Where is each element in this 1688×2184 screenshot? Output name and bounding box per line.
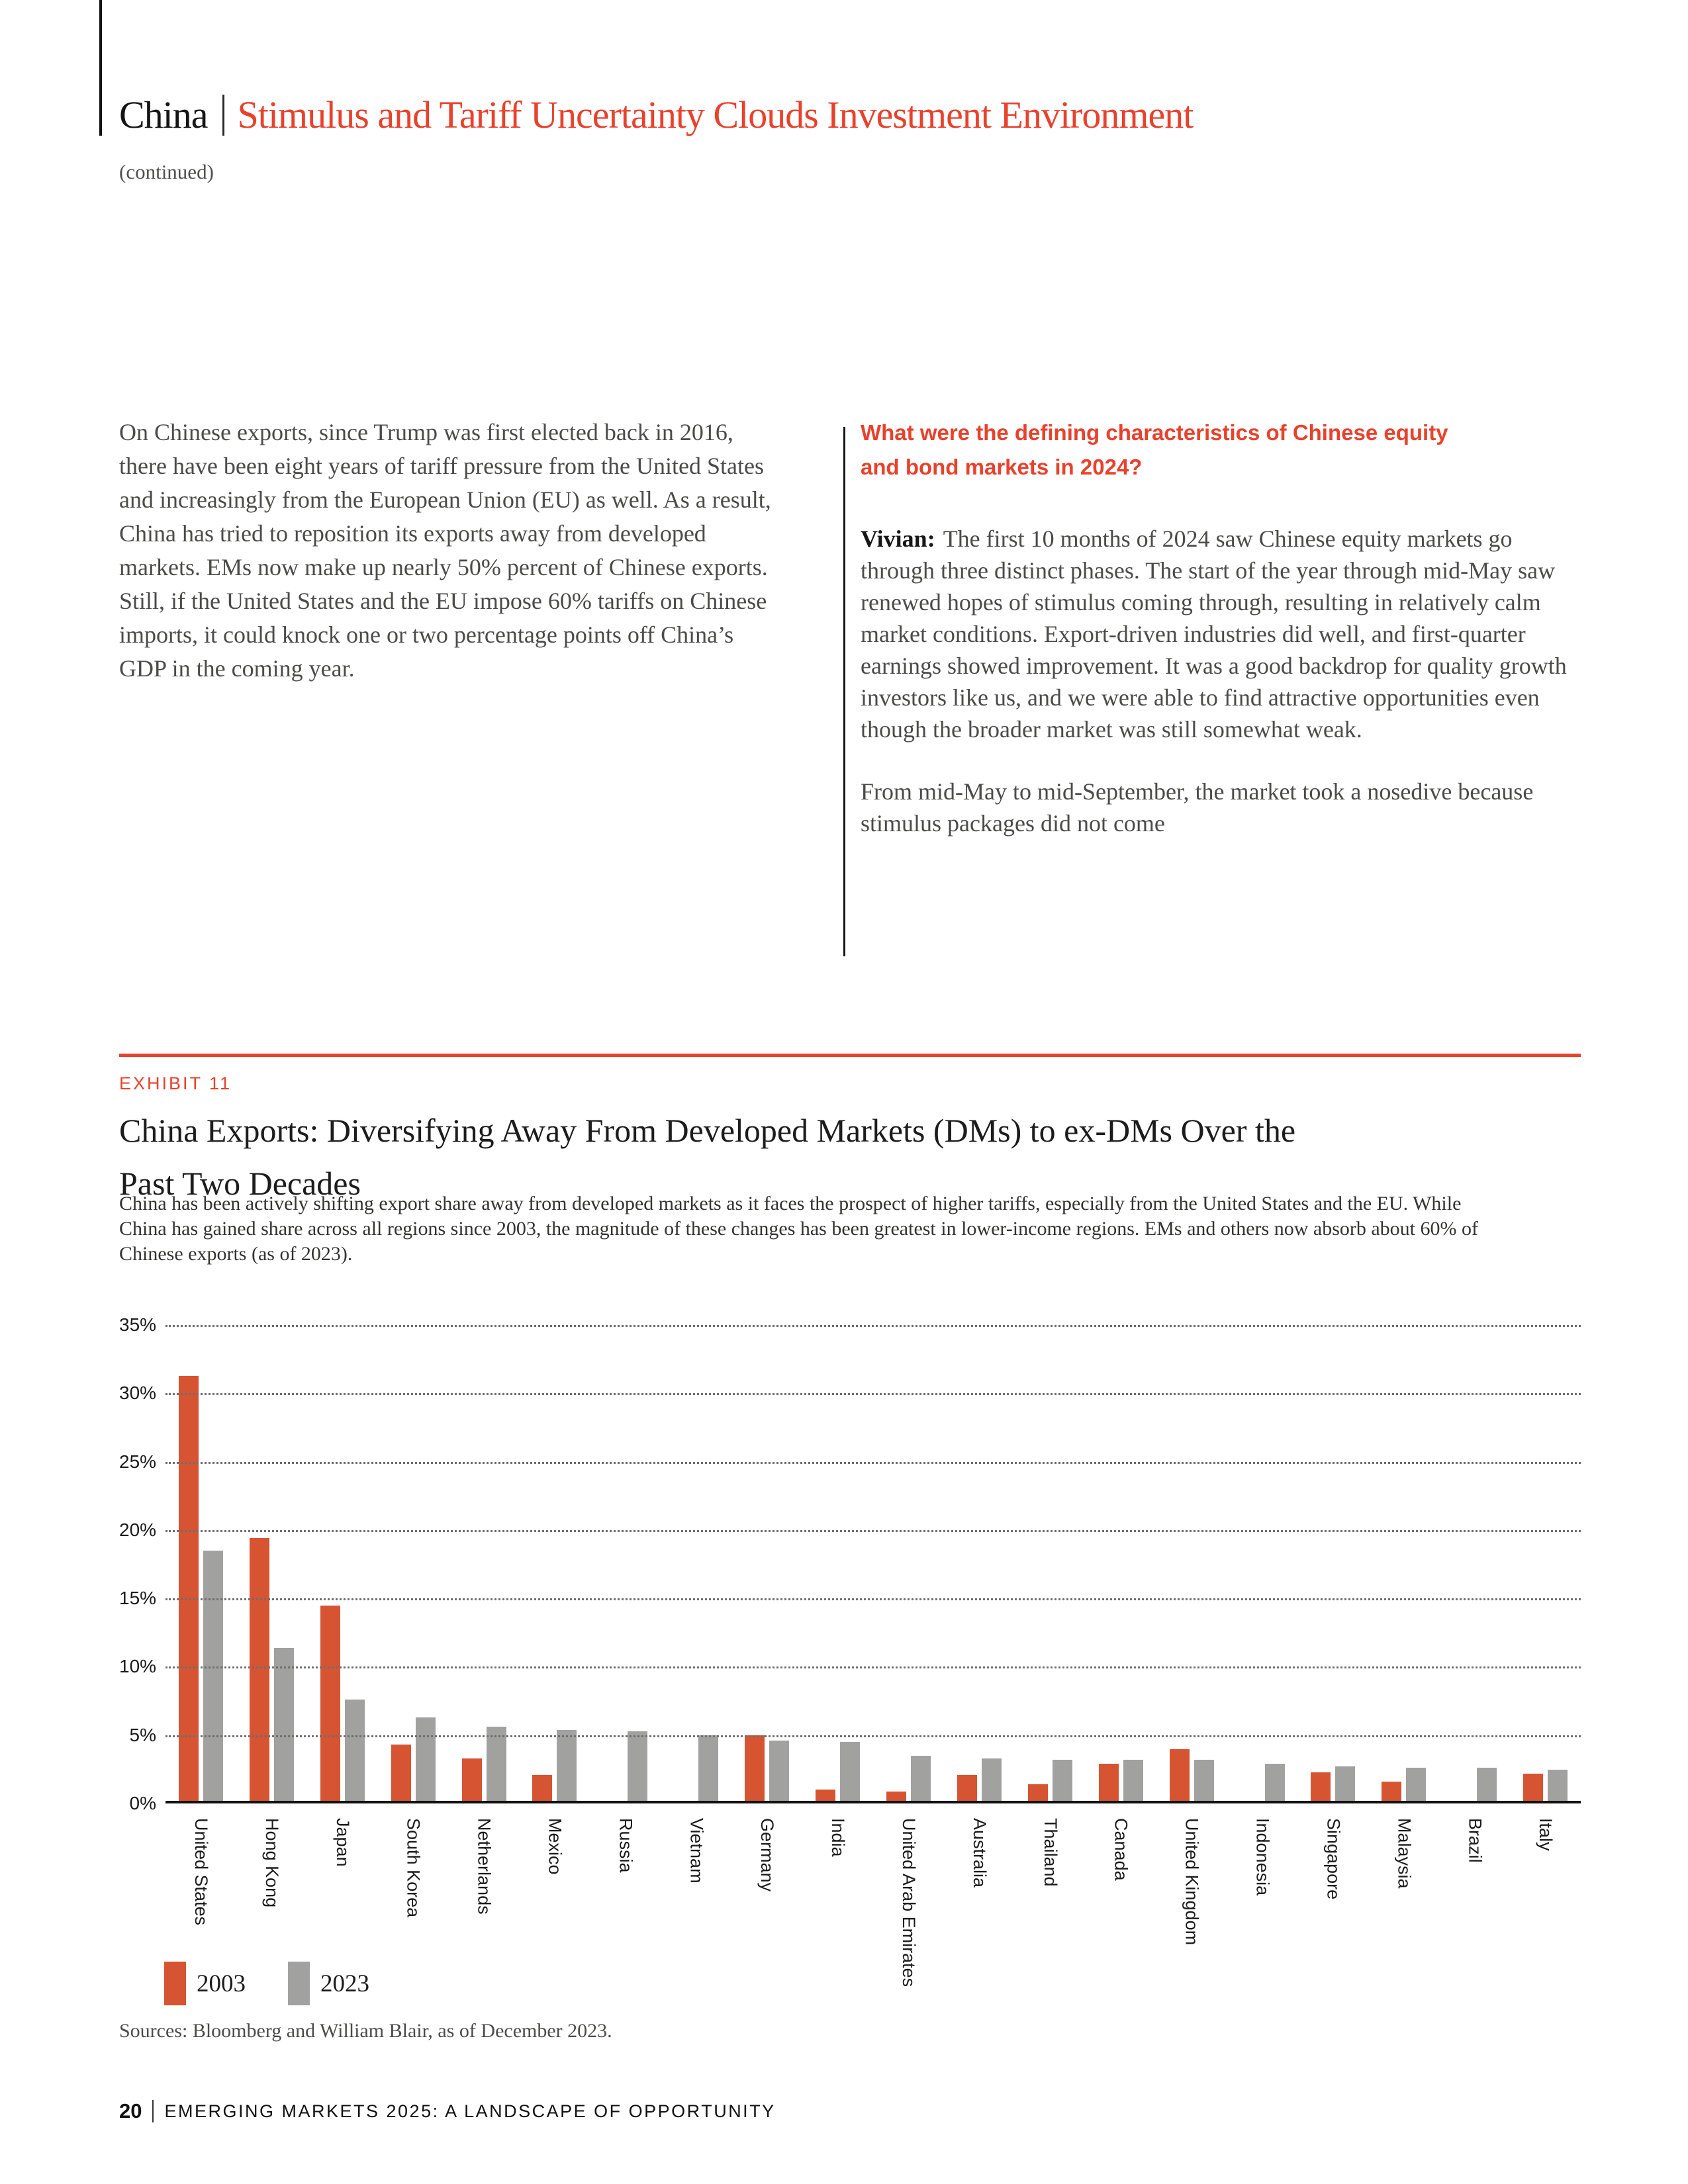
speaker-name: Vivian: (861, 525, 935, 552)
gridline-35pct (165, 1325, 1581, 1327)
bar-group-hong-kong (236, 1325, 307, 1801)
bar-2003-italy (1523, 1774, 1543, 1801)
bar-group-south-korea (378, 1325, 449, 1801)
y-tick-label-30: 30% (119, 1383, 157, 1404)
bar-group-malaysia (1368, 1325, 1439, 1801)
legend-label-2003: 2003 (197, 1970, 246, 1997)
legend-swatch-2003 (164, 1962, 186, 2005)
chart-plot (165, 1325, 1581, 1803)
x-tick-label-south-korea: South Korea (403, 1818, 424, 1918)
bar-group-australia (944, 1325, 1015, 1801)
x-tick-label-japan: Japan (332, 1818, 353, 1867)
x-tick-label-indonesia: Indonesia (1252, 1818, 1273, 1896)
x-tick-label-canada: Canada (1111, 1818, 1131, 1881)
answer-text-1: The first 10 months of 2024 saw Chinese equity markets go through three distinct phases. The start of the year through mid-May saw renewed hopes of stimulus coming through, resulting in relatively calm market conditions. Export-driven industries did well, and first-quarter earnings showed improvement. It was a good backdrop for quality growth investors like us, and we were able to find attractive opportunities even though the broader market was still somewhat weak. (861, 525, 1567, 743)
bar-group-germany (731, 1325, 802, 1801)
title-divider (222, 95, 224, 136)
y-tick-label-15: 15% (119, 1588, 157, 1609)
chart-legend (164, 1962, 369, 2005)
x-tick-label-italy: Italy (1536, 1818, 1556, 1851)
x-tick-label-hong-kong: Hong Kong (261, 1818, 282, 1908)
continued-note: (continued) (119, 160, 214, 183)
sources-note: Sources: Bloomberg and William Blair, as of December 2023. (119, 2020, 612, 2042)
x-axis-labels (165, 1803, 1581, 2022)
bar-2003-malaysia (1382, 1782, 1401, 1801)
x-tick-label-thailand: Thailand (1040, 1818, 1060, 1887)
gridline-5pct (165, 1735, 1581, 1737)
x-tick-label-russia: Russia (616, 1818, 636, 1873)
bar-2023-hong-kong (274, 1648, 294, 1801)
bar-2023-mexico (557, 1730, 577, 1801)
bar-2003-canada (1099, 1764, 1119, 1801)
x-tick-label-australia: Australia (969, 1818, 990, 1888)
bar-group-thailand (1015, 1325, 1086, 1801)
bar-group-japan (307, 1325, 378, 1801)
left-column-paragraph: On Chinese exports, since Trump was first elected back in 2016, there have been eight years of tariff pressure from the United States and increasingly from the European Union (EU) as well. As a result, China has tried to reposition its exports away from developed markets. EMs now make up nearly 50% percent of Chinese exports. Still, if the United States and the EU impose 60% tariffs on Chinese imports, it could knock one or two percentage points off China’s GDP in the coming year. (119, 419, 771, 682)
gridline-15pct (165, 1598, 1581, 1600)
bar-2003-united-arab-emirates (886, 1792, 906, 1801)
gridline-10pct (165, 1666, 1581, 1668)
x-tick-label-malaysia: Malaysia (1394, 1818, 1415, 1889)
bar-2003-south-korea (391, 1745, 411, 1801)
x-tick-label-brazil: Brazil (1465, 1818, 1485, 1863)
page-title: Stimulus and Tariff Uncertainty Clouds Investment Environment (237, 93, 1194, 136)
bar-2003-australia (957, 1775, 977, 1801)
bar-group-united-arab-emirates (873, 1325, 944, 1801)
bar-2003-united-kingdom (1170, 1749, 1190, 1801)
corner-mark (99, 0, 102, 136)
bar-2023-thailand (1053, 1760, 1072, 1801)
bar-group-india (802, 1325, 873, 1801)
bar-2023-united-arab-emirates (911, 1756, 931, 1801)
x-tick-label-united-kingdom: United Kingdom (1182, 1818, 1202, 1946)
page-footer (119, 2099, 776, 2123)
column-divider-line (843, 427, 845, 956)
x-tick-label-netherlands: Netherlands (474, 1818, 494, 1915)
exhibit-label: EXHIBIT 11 (119, 1073, 232, 1093)
legend-label-2023: 2023 (320, 1970, 369, 1997)
bar-2023-united-kingdom (1194, 1760, 1214, 1801)
bar-2003-hong-kong (250, 1538, 269, 1801)
answer-paragraph-1 (861, 523, 1581, 745)
legend-item-2023 (288, 1962, 369, 2005)
bar-2023-italy (1548, 1770, 1568, 1801)
x-tick-label-mexico: Mexico (545, 1818, 565, 1875)
x-tick-label-vietnam: Vietnam (686, 1818, 707, 1884)
y-tick-label-35: 35% (119, 1314, 157, 1335)
exports-bar-chart (119, 1314, 1581, 2022)
answer-paragraph-2: From mid-May to mid-September, the market took a nosedive because stimulus packages did not come (861, 778, 1534, 837)
bar-2003-mexico (532, 1775, 552, 1801)
bar-2003-thailand (1028, 1784, 1048, 1801)
bar-group-united-kingdom (1156, 1325, 1227, 1801)
gridline-20pct (165, 1530, 1581, 1532)
x-tick-label-united-arab-emirates: United Arab Emirates (899, 1818, 919, 1987)
y-tick-label-25: 25% (119, 1451, 157, 1472)
bar-2023-vietnam (698, 1735, 718, 1801)
bar-2023-canada (1123, 1760, 1143, 1801)
bar-group-italy (1510, 1325, 1581, 1801)
legend-item-2003 (164, 1962, 246, 2005)
x-tick-label-united-states: United States (191, 1818, 211, 1926)
bar-2023-brazil (1477, 1768, 1497, 1801)
y-tick-label-20: 20% (119, 1519, 157, 1540)
exhibit-title-line2: Past Two Decades (119, 1165, 361, 1202)
bar-2003-singapore (1311, 1772, 1331, 1801)
y-tick-label-10: 10% (119, 1656, 157, 1677)
chart-bars (165, 1325, 1581, 1801)
exhibit-rule (119, 1054, 1581, 1057)
gridline-30pct (165, 1393, 1581, 1395)
bar-2023-japan (345, 1700, 365, 1801)
footer-divider (152, 2100, 154, 2122)
bar-2023-singapore (1335, 1766, 1355, 1801)
bar-2003-germany (745, 1735, 765, 1801)
question-heading: What were the defining characteristics of Chinese equity and bond markets in 2024? (861, 420, 1448, 479)
bar-2023-australia (982, 1758, 1002, 1801)
y-tick-label-5: 5% (129, 1724, 156, 1745)
y-tick-label-0: 0% (129, 1793, 156, 1813)
bar-2023-malaysia (1406, 1768, 1426, 1801)
bar-group-singapore (1298, 1325, 1369, 1801)
legend-swatch-2023 (288, 1962, 310, 2005)
exhibit-title-line1: China Exports: Diversifying Away From Developed Markets (DMs) to ex-DMs Over the (119, 1112, 1296, 1149)
bar-2023-south-korea (416, 1717, 436, 1801)
page-header (119, 93, 1193, 137)
bar-2023-netherlands (487, 1727, 506, 1801)
x-tick-label-singapore: Singapore (1323, 1818, 1344, 1900)
x-tick-label-india: India (828, 1818, 849, 1857)
bar-2023-india (840, 1742, 860, 1801)
right-column (861, 416, 1581, 870)
x-tick-label-germany: Germany (757, 1818, 778, 1892)
bar-group-canada (1086, 1325, 1156, 1801)
bar-group-united-states (165, 1325, 236, 1801)
bar-2003-netherlands (462, 1758, 482, 1801)
gridline-25pct (165, 1462, 1581, 1464)
bar-group-brazil (1439, 1325, 1510, 1801)
bar-2023-indonesia (1265, 1764, 1285, 1801)
exhibit-description: China has been actively shifting export share away from developed markets as it faces the prospect of higher tariffs, especially from the United States and the EU. While China has gained share across all regions since 2003, the magnitude of these changes has been greatest in lower-income regions. EMs and others now absorb about 60% of Chinese exports (as of 2023). (119, 1193, 1478, 1265)
bar-2003-india (816, 1790, 835, 1801)
bar-2023-russia (628, 1731, 647, 1801)
bar-group-netherlands (449, 1325, 520, 1801)
bar-group-indonesia (1227, 1325, 1298, 1801)
publication-title: EMERGING MARKETS 2025: A LANDSCAPE OF OPPORTUNITY (164, 2101, 776, 2121)
bar-group-mexico (520, 1325, 590, 1801)
page-number: 20 (119, 2099, 142, 2122)
section-label: China (119, 93, 208, 136)
bar-2023-united-states (203, 1551, 223, 1801)
bar-group-vietnam (661, 1325, 731, 1801)
bar-2003-japan (320, 1606, 340, 1801)
bar-2023-germany (769, 1741, 789, 1801)
bar-group-russia (590, 1325, 661, 1801)
